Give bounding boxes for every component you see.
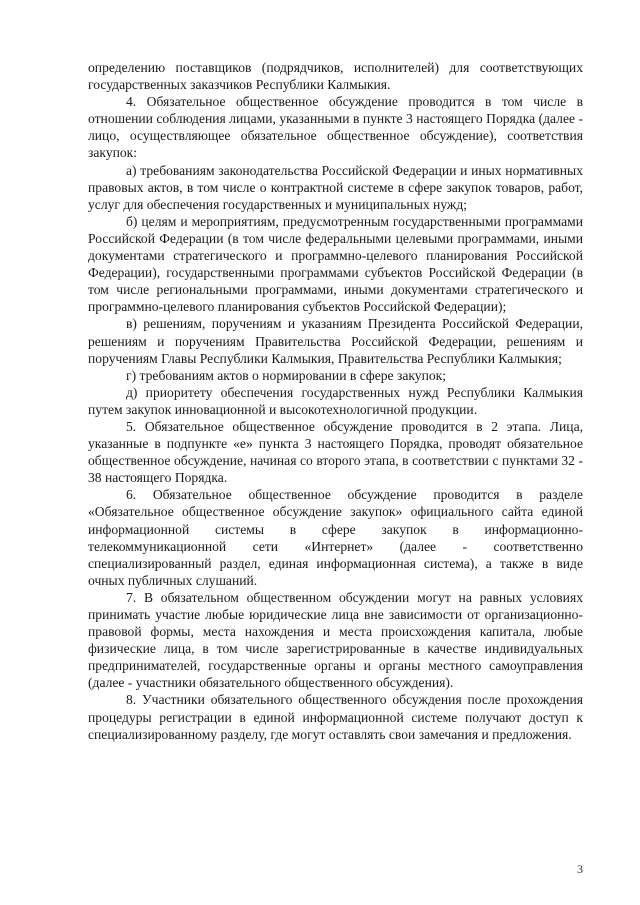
document-body bbox=[88, 59, 583, 743]
paragraph-subitem-a: а) требованиям законодательства Российской Федерации и иных нормативных правовых актов, в том числе о контрактной системе в сфере закупок товаров, работ, услуг для обеспечения государственных и муниципальных нужд; bbox=[88, 162, 583, 212]
paragraph-continuation: определению поставщиков (подрядчиков, исполнителей) для соответствующих государственных заказчиков Республики Калмыкия. bbox=[88, 60, 583, 93]
paragraph-subitem-v: в) решениям, поручениям и указаниям Президента Российской Федерации, решениям и поручениям Правительства Российской Федерации, решениям и поручениям Главы Республики Калмыкия, Правительства Республики Калмыкия; bbox=[88, 316, 583, 366]
paragraph-item-8: 8. Участники обязательного общественного обсуждения после прохождения процедуры регистрации в единой информационной системе получают доступ к специализированному разделу, где могут оставлять свои замечания и предложения. bbox=[88, 692, 583, 742]
paragraph-item-5: 5. Обязательное общественное обсуждение проводится в 2 этапа. Лица, указанные в подпункте «е» пункта 3 настоящего Порядка, проводят обязательное общественное обсуждение, начиная со второго этапа, в соответствии с пунктами 32 - 38 настоящего Порядка. bbox=[88, 418, 583, 486]
paragraph-subitem-g: г) требованиям актов о нормировании в сфере закупок; bbox=[126, 367, 447, 383]
paragraph-item-4: 4. Обязательное общественное обсуждение проводится в том числе в отношении соблюдения лицами, указанными в пункте 3 настоящего Порядка (далее - лицо, осуществляющее обязательное общественное обсуждение), соответствия закупок: bbox=[88, 94, 583, 161]
paragraph-item-7: 7. В обязательном общественном обсуждении могут на равных условиях принимать участие любые юридические лица вне зависимости от организационно-правовой формы, места нахождения и места происхождения капитала, любые физические лица, в том числе зарегистрированные в качестве индивидуальных предпринимателей, государственные органы и органы местного самоуправления (далее - участники обязательного общественного обсуждения). bbox=[88, 589, 583, 691]
page-number: 3 bbox=[577, 862, 583, 876]
paragraph-item-6: 6. Обязательное общественное обсуждение проводится в разделе «Обязательное общественное обсуждение закупок» официального сайта единой информационной системы в сфере закупок в информационно-телекоммуникационной сети «Интернет» (далее - соответственно специализированный раздел, единая информационная система), а также в виде очных публичных слушаний. bbox=[88, 487, 583, 588]
paragraph-subitem-b: б) целям и мероприятиям, предусмотренным государственными программами Российской Федерации (в том числе федеральными целевыми программами, иными документами стратегического и программно-целевого планирования Российской Федерации), государственными программами субъектов Российской Федерации (в том числе региональными программами, иными документами стратегического и программно-целевого планирования субъектов Российской Федерации); bbox=[88, 213, 583, 315]
paragraph-subitem-d: д) приоритету обеспечения государственных нужд Республики Калмыкия путем закупок инновационной и высокотехнологичной продукции. bbox=[88, 384, 583, 417]
